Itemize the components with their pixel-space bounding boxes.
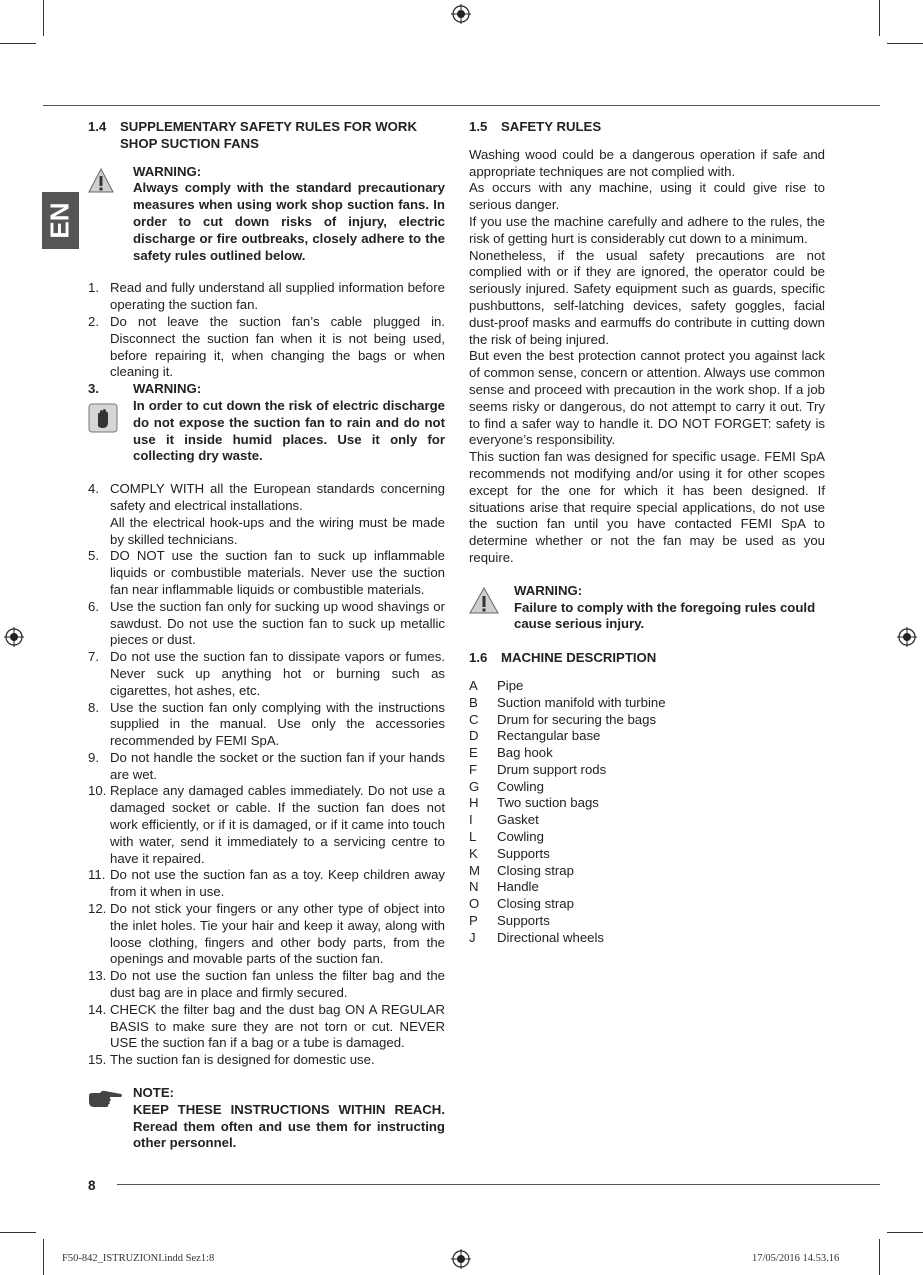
heading-text: [120, 119, 417, 153]
crop-mark: [43, 0, 44, 36]
print-slug-datetime: 17/05/2016 14.53.16: [752, 1253, 840, 1264]
item-number: 10.: [88, 783, 107, 799]
paragraph: This suction fan was designed for specific usage. FEMI SpA recommends not modifying and/or using it for other scopes except for the one for which it has been designed. If situations arise that require special applications, do not use the suction fan until you have contacted FEMI SpA to determine whether or not the fan may be used as you require.: [469, 449, 825, 565]
part-label: Closing strap: [497, 896, 574, 912]
language-code: EN: [45, 202, 75, 239]
part-letter: B: [469, 694, 478, 710]
registration-mark-icon: [4, 627, 24, 647]
part-label: Two suction bags: [497, 795, 599, 811]
heading-line: SUPPLEMENTARY SAFETY RULES FOR WORK: [120, 119, 417, 134]
warning-triangle-icon: [88, 168, 114, 194]
list-item: [88, 968, 445, 1002]
item-number: 2.: [88, 313, 99, 329]
warning-body: Failure to comply with the foregoing rules could cause serious injury.: [514, 599, 816, 632]
part-letter: C: [469, 711, 479, 727]
heading-number: 1.6: [469, 650, 488, 666]
part-label: Drum support rods: [497, 761, 607, 777]
list-item: [88, 314, 445, 381]
part-letter: O: [469, 896, 480, 912]
item-text: COMPLY WITH all the European standards concerning safety and electrical installations.: [110, 481, 445, 513]
part-letter: A: [469, 677, 478, 693]
part-label: Supports: [497, 845, 550, 861]
note-title: NOTE:: [133, 1085, 175, 1101]
item-number: 13.: [88, 968, 107, 984]
list-item: [88, 599, 445, 649]
list-item: [88, 783, 445, 867]
part-letter: J: [469, 929, 476, 945]
item-text: Do not handle the socket or the suction fan if your hands are wet.: [110, 749, 445, 782]
list-item: [88, 867, 445, 901]
right-column: [469, 119, 825, 947]
warning-triangle-icon: [469, 587, 499, 615]
list-item: [88, 481, 445, 548]
part-letter: K: [469, 845, 478, 861]
part-label: Supports: [497, 913, 550, 929]
item-text: Do not use the suction fan as a toy. Keep children away from it when in use.: [110, 867, 445, 900]
item-text: Do not leave the suction fan’s cable plugged in. Disconnect the suction fan when it is not being used, before repairing it, when changing the bags or when cleaning it.: [110, 313, 445, 380]
list-item: [469, 678, 825, 695]
warning-body: In order to cut down the risk of electric discharge do not expose the suction fan to rain and do not use it inside humid places. Use it only for collecting dry waste.: [133, 397, 445, 464]
safety-paragraphs: [469, 147, 825, 567]
item-number: 9.: [88, 749, 99, 765]
item-text: Replace any damaged cables immediately. Do not use a damaged socket or cable. If the suction fan does not work efficiently, or if it is damaged, or if it came into touch with water, send it immediately to a servicing centre to have it repaired.: [110, 783, 445, 866]
item-text: The suction fan is designed for domestic use.: [110, 1052, 375, 1068]
item-number: 12.: [88, 901, 107, 917]
paragraph: Nonetheless, if the usual safety precautions are not complied with or if they are ignored, the operator could be seriously injured. Safety equipment such as guards, specific pushbuttons, self-latching devices, safety goggles, facial dust-proof masks and earmuffs do contribute in cutting down the risk of being injured.: [469, 247, 825, 347]
part-letter: F: [469, 761, 478, 777]
list-item: [469, 896, 825, 913]
footer-rule: [117, 1184, 880, 1185]
list-item: [469, 745, 825, 762]
crop-mark: [43, 1239, 44, 1275]
item-text: CHECK the filter bag and the dust bag ON A REGULAR BASIS to make sure they are not torn or cut. NEVER USE the suction fan if a bag or a tube is damaged.: [110, 1001, 445, 1051]
part-label: Gasket: [497, 812, 539, 828]
section-heading-1-6: [469, 650, 825, 667]
parts-list: [469, 678, 825, 947]
list-item: [88, 280, 445, 314]
list-item: [469, 930, 825, 947]
item-text: Do not stick your fingers or any other type of object into the inlet holes. Tie your hair and keep it away, along with loose clothing, fingers and other body parts, from the openings and movable parts of the suction fan.: [110, 901, 445, 967]
part-label: Handle: [497, 879, 539, 895]
section-heading-1-5: [469, 119, 825, 136]
rules-list-a: [88, 280, 445, 381]
item-text: Use the suction fan only for sucking up wood shavings or sawdust. Do not use the suction fan to suck up metallic pieces or dust.: [110, 598, 445, 648]
item-number: 4.: [88, 481, 99, 497]
part-letter: M: [469, 862, 480, 878]
item-number: 8.: [88, 699, 99, 715]
part-letter: H: [469, 795, 479, 811]
part-letter: P: [469, 913, 478, 929]
part-letter: E: [469, 745, 478, 761]
part-letter: G: [469, 778, 480, 794]
list-item: [469, 812, 825, 829]
part-label: Cowling: [497, 778, 544, 794]
part-label: Rectangular base: [497, 728, 601, 744]
heading-text: SAFETY RULES: [501, 119, 602, 134]
rules-list-b: [88, 481, 445, 1069]
list-item: [469, 829, 825, 846]
part-label: Closing strap: [497, 862, 574, 878]
warning-box-3: [469, 583, 825, 633]
language-tab: [42, 192, 79, 249]
registration-mark-icon: [451, 1249, 471, 1269]
warning-title: WARNING:: [133, 381, 202, 397]
hand-warning-icon: [88, 403, 118, 433]
note-box: [88, 1085, 445, 1152]
part-label: Drum for securing the bags: [497, 711, 657, 727]
list-item: [88, 750, 445, 784]
paragraph: But even the best protection cannot protect you against lack of common sense, concern or attention. Always use common sense and proceed with precaution in the work shop. If a job seems risky or dangerous, do not attempt to carry it out. Try to find a safer way to handle it. DO NOT FORGET: safety is everyone’s responsibility.: [469, 348, 825, 448]
item-text: DO NOT use the suction fan to suck up inflammable liquids or combustible materials. Never use the suction fan near inflammable liquids or combustible materials.: [110, 548, 445, 597]
item-number: 11.: [88, 867, 106, 883]
item-number: 7.: [88, 649, 99, 665]
part-label: Directional wheels: [497, 929, 605, 945]
item-text: Do not use the suction fan to dissipate vapors or fumes. Never suck up anything hot or burning such as cigarettes, hot ashes, etc.: [110, 649, 445, 698]
heading-line: SHOP SUCTION FANS: [120, 135, 259, 151]
list-item: [469, 779, 825, 796]
part-label: Cowling: [497, 829, 544, 845]
part-label: Bag hook: [497, 745, 553, 761]
item-text: All the electrical hook-ups and the wiring must be made by skilled technicians.: [110, 514, 445, 547]
crop-mark: [879, 1239, 880, 1275]
list-item: [469, 762, 825, 779]
crop-mark: [0, 43, 36, 44]
item-number: 3.: [88, 381, 99, 397]
header-rule: [43, 105, 880, 106]
note-body: KEEP THESE INSTRUCTIONS WITHIN REACH. Reread them often and use them for instructing other personnel.: [133, 1101, 445, 1151]
item-text: Use the suction fan only complying with the instructions supplied in the manual. Use only the accessories recommended by FEMI SpA.: [110, 699, 445, 749]
heading-number: 1.5: [469, 119, 488, 134]
heading-text: MACHINE DESCRIPTION: [501, 650, 657, 666]
item-number: 6.: [88, 598, 99, 614]
part-label: Pipe: [497, 677, 524, 693]
part-letter: I: [469, 812, 473, 828]
paragraph: As occurs with any machine, using it could give rise to serious danger.: [469, 180, 825, 213]
crop-mark: [879, 0, 880, 36]
list-item: [469, 795, 825, 812]
item-number: 14.: [88, 1001, 107, 1017]
item-text: Read and fully understand all supplied information before operating the suction fan.: [110, 280, 445, 313]
paragraph: Washing wood could be a dangerous operation if safe and appropriate techniques are not complied with.: [469, 146, 825, 179]
warning-box-2: [88, 381, 445, 465]
part-letter: D: [469, 728, 479, 744]
registration-mark-icon: [897, 627, 917, 647]
pointing-hand-icon: [88, 1089, 124, 1109]
list-item: [469, 879, 825, 896]
list-item: [88, 649, 445, 699]
list-item: [469, 913, 825, 930]
warning-title: WARNING:: [133, 163, 202, 179]
list-item: [88, 901, 445, 968]
part-letter: L: [469, 829, 477, 845]
list-item: [88, 700, 445, 750]
item-number: 15.: [88, 1052, 107, 1068]
heading-number: 1.4: [88, 119, 107, 134]
list-item: [469, 695, 825, 712]
left-column: [88, 119, 445, 1152]
part-label: Suction manifold with turbine: [497, 694, 666, 710]
crop-mark: [887, 43, 923, 44]
item-number: 5.: [88, 548, 99, 564]
print-slug-file: F50-842_ISTRUZIONI.indd Sez1:8: [62, 1253, 215, 1264]
part-letter: N: [469, 879, 479, 895]
crop-mark: [887, 1232, 923, 1233]
list-item: [469, 846, 825, 863]
list-item: [88, 548, 445, 598]
list-item: [88, 1052, 445, 1069]
warning-body: Always comply with the standard precautionary measures when using work shop suction fans. In order to cut down risks of injury, electric discharge or fire outbreaks, closely adhere to the safety rules outlined below.: [133, 180, 445, 263]
warning-title: WARNING:: [514, 582, 583, 598]
list-item: [469, 728, 825, 745]
list-item: [469, 712, 825, 729]
page-number: 8: [88, 1178, 96, 1193]
section-heading-1-4: [88, 119, 445, 153]
list-item: [469, 863, 825, 880]
list-item: [88, 1002, 445, 1052]
registration-mark-icon: [451, 4, 471, 24]
crop-mark: [0, 1232, 36, 1233]
paragraph: If you use the machine carefully and adhere to the rules, the risk of getting hurt is considerably cut down to a minimum.: [469, 213, 825, 246]
item-text: Do not use the suction fan unless the filter bag and the dust bag are in place and firmly secured.: [110, 968, 445, 1001]
item-number: 1.: [88, 280, 99, 296]
warning-box-1: [88, 164, 445, 265]
